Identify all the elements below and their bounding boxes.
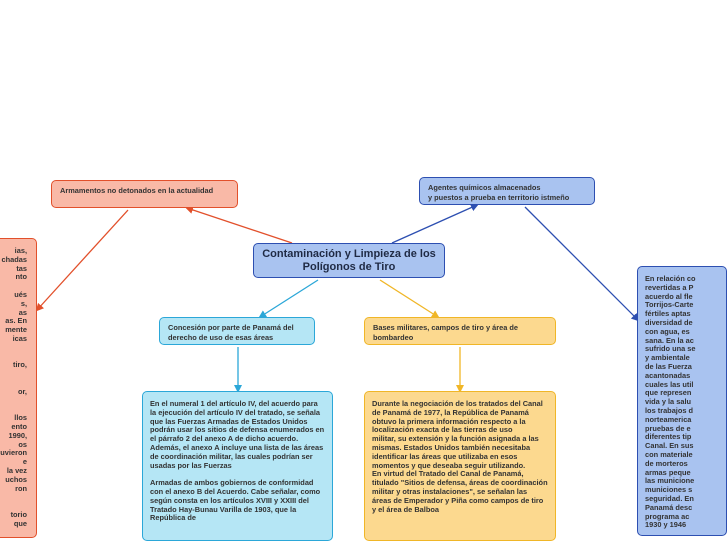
topic-concesion[interactable] [159,317,315,345]
topic-armamentos[interactable] [51,180,238,208]
subtopic-bases-detail-text: Durante la negociación de los tratados del Canal de Panamá de 1977, la República de Panamá obtuvo la primera información respecto a la localización exacta de las tierras de uso militar, su extensión y la función asignada a las mismas. Estados Unidos también necesitaba identificar las áreas que utilizaba en esos momentos y que deseaba seguir utilizando. En virtud del Tratado del Canal de Panamá, titulado "Sitios de defensa, áreas de coordinación militar y otras instalaciones", se señalan las áreas de Emperador y Piña como campos de tiro y el área de Balboa [372,399,548,514]
topic-concesion-label: Concesión por parte de Panamá del derecho de uso de esas áreas [168,323,294,342]
topic-armamentos-label: Armamentos no detonados en la actualidad [60,186,214,195]
topic-bases-militares-label: Bases militares, campos de tiro y área de bombardeo [373,323,519,342]
subtopic-armamentos-detail-text: ias, chadas tas nto ués s, as as. En mente icas tiro, or, llos ento 1990, os uvieron e la vez uchos ron torio que [0,246,27,528]
subtopic-concesion-detail[interactable] [142,391,333,541]
edge-central-agentes [392,205,477,243]
subtopic-agentes-detail[interactable] [637,266,727,536]
subtopic-concesion-detail-text: En el numeral 1 del artículo IV, del acuerdo para la ejecución del artículo IV del tratado, se señala que las Fuerzas Armadas de Estados Unidos podrán usar los sitios de defensa enumerados en el párrafo 2 del anexo A de dicho acuerdo. Además, el anexo A incluye una lista de las áreas de coordinación militar, las cuales podrían ser usadas por las Fuerzas Armadas de ambos gobiernos de conformidad con el anexo B del Acuerdo. Cabe señalar, como según consta en los artículos XVIII y XXIII del Tratado Hay-Bunau Varilla de 1903, que la República de [150,399,325,523]
topic-agentes-quimicos[interactable] [419,177,595,205]
subtopic-agentes-detail-text: En relación co revertidas a P acuerdo al fle Torrijos-Carte fértiles aptas diversidad de con agua, es sana. En la ac sufrido una se y ambientale de las Fuerza acantonadas cuales las util que represen vida y la salu los trabajos d norteamerica pruebas de e diferentes tip Canal. En sus con materiale de morteros armas peque las municione municiones s seguridad. En Panamá desc programa ac 1930 y 1946 [645,274,696,530]
topic-agentes-quimicos-label: Agentes químicos almacenados y puestos a prueba en territorio istmeño [428,183,570,202]
topic-bases-militares[interactable] [364,317,556,345]
edge-central-armamentos [187,208,292,243]
edge-central-bases [380,280,438,317]
edge-central-concesion [260,280,318,317]
subtopic-armamentos-detail[interactable] [0,238,37,538]
edge-armamentos-left [37,210,128,310]
edge-agentes-right [525,207,638,320]
subtopic-bases-detail[interactable] [364,391,556,541]
central-topic[interactable] [253,243,445,278]
central-topic-label: Contaminación y Limpieza de los Polígonos de Tiro [262,247,436,273]
